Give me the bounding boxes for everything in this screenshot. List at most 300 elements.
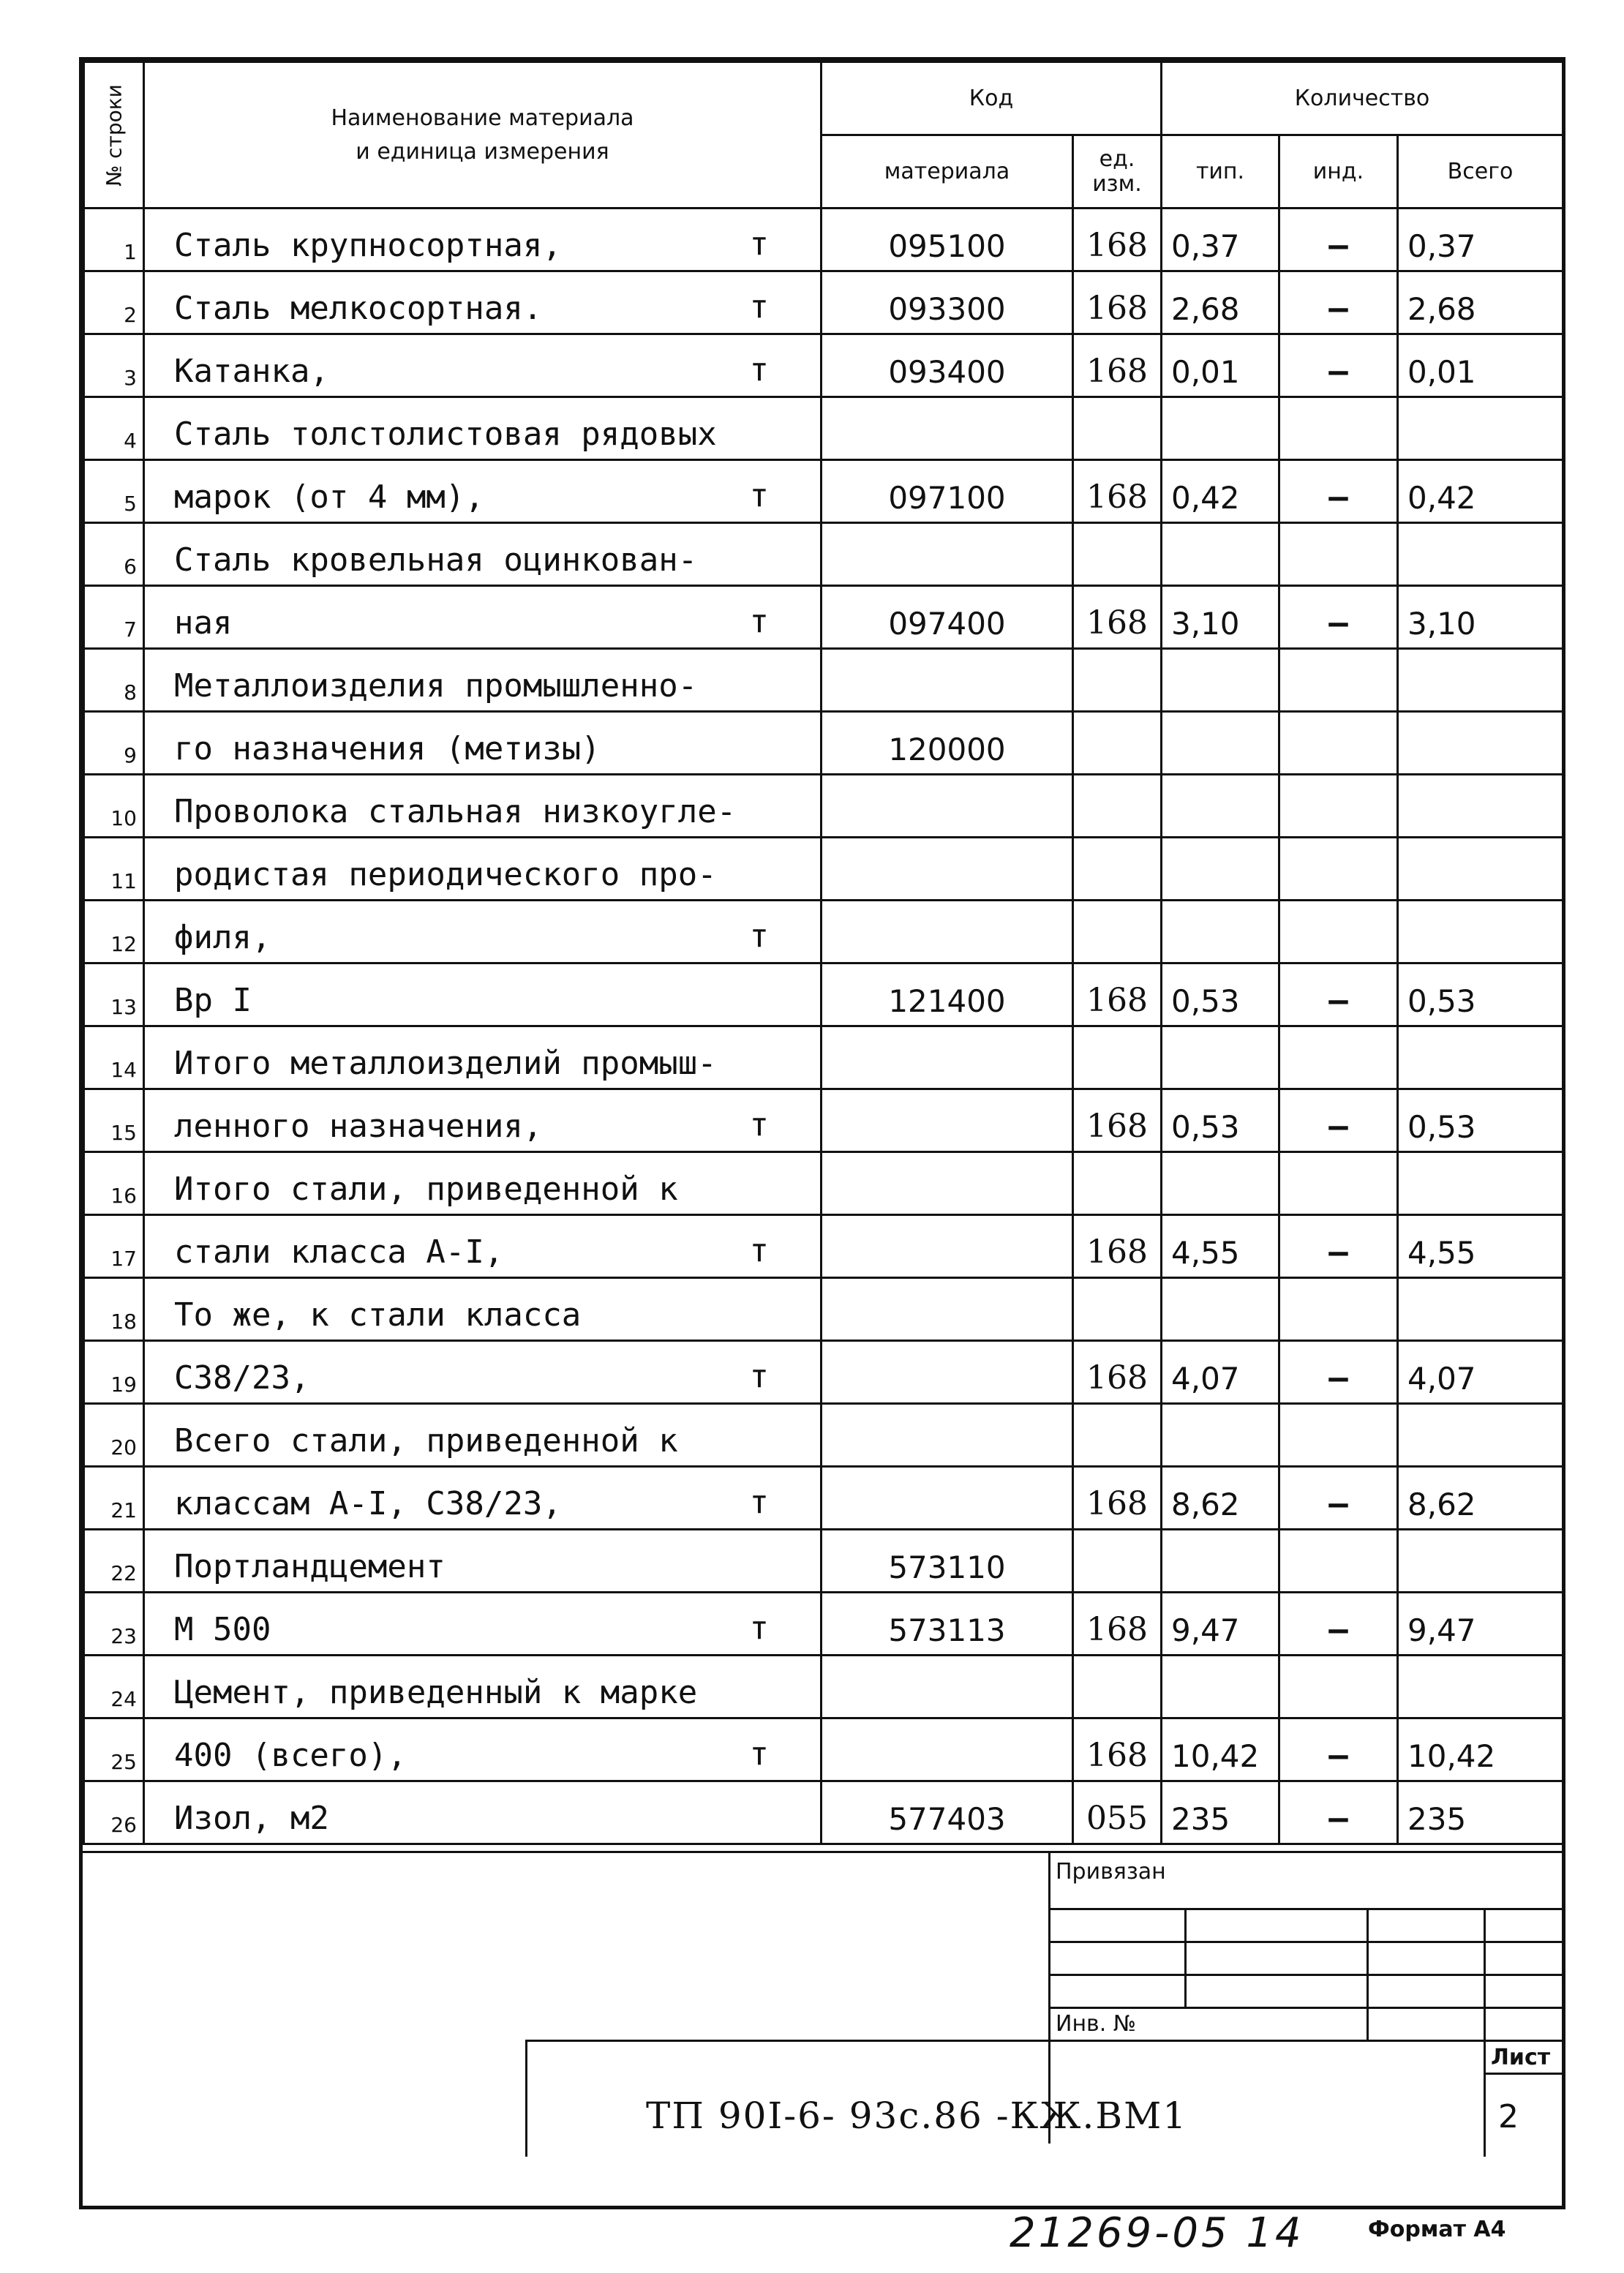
unit-text: т: [749, 1358, 769, 1395]
unit-code: [1073, 523, 1162, 586]
individual-qty: [1279, 649, 1398, 712]
materials-table: [83, 61, 1564, 1845]
material-name: [144, 1152, 822, 1215]
row-number-text: 24: [110, 1687, 137, 1711]
material-code-text: 577403: [888, 1801, 1006, 1837]
material-name: [144, 334, 822, 397]
material-code-text: 097100: [888, 480, 1006, 516]
material-name: [144, 208, 822, 271]
material-name-text: То же, к стали класса: [174, 1296, 582, 1334]
table-row: [84, 1593, 1563, 1656]
total-qty: [1398, 1781, 1563, 1844]
total-qty-text: 0,42: [1407, 480, 1476, 516]
typical-qty: [1162, 775, 1279, 838]
row-number: [84, 1718, 144, 1781]
typical-qty-text: 0,42: [1171, 480, 1240, 516]
row-number-text: 12: [110, 932, 137, 956]
unit-code: [1073, 208, 1162, 271]
table-row: [84, 208, 1563, 271]
total-qty-text: 8,62: [1407, 1487, 1476, 1522]
unit-code-header: ед. изм.: [1073, 135, 1162, 208]
typical-qty: [1162, 1467, 1279, 1530]
material-name-text: С38/23,: [174, 1359, 310, 1397]
unit-text: т: [749, 1609, 769, 1647]
material-code: [822, 775, 1073, 838]
unit-code-text: 168: [1086, 1359, 1148, 1397]
total-qty-text: 4,07: [1407, 1361, 1476, 1397]
material-code-text: 121400: [888, 983, 1006, 1019]
individual-qty-text: –: [1328, 1359, 1348, 1397]
unit-code-text: 168: [1086, 1611, 1148, 1648]
individual-qty-text: –: [1328, 1485, 1348, 1522]
typical-qty-text: 4,55: [1171, 1235, 1240, 1271]
row-number-text: 20: [110, 1435, 137, 1459]
linked-label: Привязан: [1056, 1859, 1166, 1885]
material-name-text: Итого стали, приведенной к: [174, 1171, 678, 1208]
typical-qty: [1162, 649, 1279, 712]
total-qty: [1398, 775, 1563, 838]
table-row: [84, 460, 1563, 523]
material-code-text: 095100: [888, 228, 1006, 264]
typical-qty-text: 10,42: [1171, 1738, 1260, 1774]
material-code: [822, 334, 1073, 397]
table-row: [84, 1530, 1563, 1593]
unit-code-text: 168: [1086, 1108, 1148, 1145]
individual-qty-text: –: [1328, 1108, 1348, 1145]
total-qty: [1398, 1404, 1563, 1467]
unit-code-text: 168: [1086, 290, 1148, 327]
typical-qty: [1162, 586, 1279, 649]
total-qty-text: 4,55: [1407, 1235, 1476, 1271]
row-number-text: 18: [110, 1310, 137, 1334]
individual-qty: [1279, 901, 1398, 963]
individual-qty: [1279, 1593, 1398, 1656]
row-number-header: № строки: [84, 62, 144, 208]
typical-qty-text: 9,47: [1171, 1612, 1240, 1648]
material-code: [822, 1530, 1073, 1593]
individual-qty: [1279, 1656, 1398, 1718]
material-name-text: Итого металлоизделий промыш-: [174, 1045, 717, 1082]
material-name: [144, 838, 822, 901]
total-qty: [1398, 1215, 1563, 1278]
material-name: [144, 271, 822, 334]
individual-qty: [1279, 334, 1398, 397]
unit-code: [1073, 1593, 1162, 1656]
row-number: [84, 1026, 144, 1089]
row-number: [84, 1404, 144, 1467]
material-name-text: Сталь кровельная оцинкован-: [174, 541, 698, 579]
material-name: [144, 460, 822, 523]
typical-qty: [1162, 1718, 1279, 1781]
unit-code: [1073, 1404, 1162, 1467]
total-qty: [1398, 1026, 1563, 1089]
row-number-text: 4: [124, 429, 137, 453]
document-code: ТП 90I-6- 93с.86 -КЖ.ВМ1: [646, 2094, 1188, 2137]
material-name: [144, 1530, 822, 1593]
unit-code: [1073, 1530, 1162, 1593]
typical-qty: [1162, 712, 1279, 775]
unit-code: [1073, 1467, 1162, 1530]
typical-qty: [1162, 523, 1279, 586]
typical-qty: [1162, 1593, 1279, 1656]
row-number: [84, 838, 144, 901]
row-number-text: 17: [110, 1247, 137, 1271]
material-name-text: Сталь крупносортная,: [174, 227, 562, 264]
total-qty: [1398, 838, 1563, 901]
material-name-text: Вр I: [174, 982, 252, 1019]
material-name-text: ная: [174, 604, 233, 642]
row-number-text: 7: [124, 617, 137, 642]
material-name: [144, 1278, 822, 1341]
material-code: [822, 1718, 1073, 1781]
total-qty: [1398, 523, 1563, 586]
individual-qty: [1279, 712, 1398, 775]
row-number: [84, 397, 144, 460]
inventory-number-label: Инв. №: [1056, 2011, 1137, 2037]
unit-code: [1073, 963, 1162, 1026]
material-name-text: родистая периодического про-: [174, 856, 717, 893]
individual-qty: [1279, 460, 1398, 523]
typical-qty: [1162, 1026, 1279, 1089]
unit-code-text: 168: [1086, 478, 1148, 516]
total-qty: [1398, 649, 1563, 712]
total-qty: [1398, 1278, 1563, 1341]
table-row: [84, 523, 1563, 586]
row-number: [84, 271, 144, 334]
typical-qty: [1162, 1215, 1279, 1278]
row-number: [84, 208, 144, 271]
table-row: [84, 1718, 1563, 1781]
material-code: [822, 586, 1073, 649]
material-name: [144, 1341, 822, 1404]
table-row: [84, 1278, 1563, 1341]
material-code-text: 097400: [888, 606, 1006, 642]
material-code: [822, 1656, 1073, 1718]
individual-qty: [1279, 1152, 1398, 1215]
unit-code: [1073, 649, 1162, 712]
material-code: [822, 1026, 1073, 1089]
individual-qty-text: –: [1328, 1233, 1348, 1271]
row-number: [84, 1152, 144, 1215]
individual-qty: [1279, 397, 1398, 460]
sheet-label-line: [1484, 2073, 1562, 2075]
total-qty: [1398, 397, 1563, 460]
material-name-text: стали класса А-I,: [174, 1233, 504, 1271]
typical-qty: [1162, 397, 1279, 460]
unit-text: т: [749, 1106, 769, 1143]
typical-qty-text: 0,53: [1171, 1109, 1240, 1145]
row-number-text: 21: [110, 1498, 137, 1522]
row-number: [84, 775, 144, 838]
material-code: [822, 901, 1073, 963]
typical-qty-header: тип.: [1162, 135, 1279, 208]
typical-qty: [1162, 963, 1279, 1026]
material-code: [822, 523, 1073, 586]
row-number: [84, 963, 144, 1026]
typical-qty-text: 3,10: [1171, 606, 1240, 642]
total-qty: [1398, 271, 1563, 334]
typical-qty-text: 0,01: [1171, 354, 1240, 390]
individual-qty: [1279, 1278, 1398, 1341]
material-name-text: Катанка,: [174, 353, 329, 390]
total-qty: [1398, 1718, 1563, 1781]
typical-qty: [1162, 1530, 1279, 1593]
sheet-number: 2: [1498, 2098, 1519, 2135]
total-qty: [1398, 1656, 1563, 1718]
typical-qty-text: 0,53: [1171, 983, 1240, 1019]
unit-code: [1073, 1781, 1162, 1844]
unit-text: т: [749, 1484, 769, 1521]
material-name-text: Проволока стальная низкоугле-: [174, 793, 737, 830]
row-number-text: 22: [110, 1561, 137, 1585]
drawing-sheet: [79, 57, 1565, 2209]
row-number-text: 16: [110, 1184, 137, 1208]
unit-text: т: [749, 1735, 769, 1773]
unit-text: т: [749, 603, 769, 640]
material-name-text: Всего стали, приведенной к: [174, 1422, 678, 1459]
material-code-text: 120000: [888, 732, 1006, 767]
individual-qty: [1279, 1781, 1398, 1844]
typical-qty: [1162, 1656, 1279, 1718]
table-row: [84, 586, 1563, 649]
row-number-text: 23: [110, 1624, 137, 1648]
material-name-text: Сталь толстолистовая рядовых: [174, 416, 717, 453]
materials-table-body: [84, 208, 1563, 1844]
row-number: [84, 586, 144, 649]
material-code-header: материала: [822, 135, 1073, 208]
table-row: [84, 334, 1563, 397]
row-number: [84, 1781, 144, 1844]
unit-code: [1073, 712, 1162, 775]
row-number: [84, 649, 144, 712]
material-code: [822, 1215, 1073, 1278]
stamp-grid-vline: [1184, 1908, 1187, 2007]
material-code: [822, 1278, 1073, 1341]
typical-qty: [1162, 208, 1279, 271]
row-number-text: 1: [124, 240, 137, 264]
material-name: [144, 963, 822, 1026]
material-name-text: классам А-I, С38/23,: [174, 1485, 562, 1522]
total-qty-text: 9,47: [1407, 1612, 1476, 1648]
material-code: [822, 649, 1073, 712]
row-number-text: 6: [124, 555, 137, 579]
material-code: [822, 208, 1073, 271]
material-name: [144, 1026, 822, 1089]
table-row: [84, 1404, 1563, 1467]
typical-qty-text: 4,07: [1171, 1361, 1240, 1397]
material-name: [144, 1467, 822, 1530]
material-code: [822, 838, 1073, 901]
individual-qty: [1279, 1530, 1398, 1593]
total-qty: [1398, 712, 1563, 775]
typical-qty: [1162, 460, 1279, 523]
total-qty: [1398, 1152, 1563, 1215]
material-name-text: филя,: [174, 919, 271, 956]
material-code: [822, 1404, 1073, 1467]
unit-code: [1073, 901, 1162, 963]
row-number-text: 13: [110, 995, 137, 1019]
typical-qty: [1162, 1089, 1279, 1152]
row-number: [84, 523, 144, 586]
typical-qty: [1162, 838, 1279, 901]
typical-qty-text: 8,62: [1171, 1487, 1240, 1522]
material-code: [822, 397, 1073, 460]
row-number: [84, 1656, 144, 1718]
total-qty: [1398, 1593, 1563, 1656]
unit-code: [1073, 1026, 1162, 1089]
table-bottom-line: [83, 1851, 1562, 1853]
code-group-header: Код: [822, 62, 1162, 135]
material-code-text: 573113: [888, 1612, 1006, 1648]
table-row: [84, 1341, 1563, 1404]
material-code: [822, 1593, 1073, 1656]
individual-qty-text: –: [1328, 604, 1348, 642]
row-number: [84, 1530, 144, 1593]
typical-qty-text: 235: [1171, 1801, 1230, 1837]
table-row: [84, 397, 1563, 460]
row-number: [84, 1089, 144, 1152]
row-number-text: 26: [110, 1813, 137, 1837]
individual-qty: [1279, 1718, 1398, 1781]
row-number: [84, 1593, 144, 1656]
material-name-text: ленного назначения,: [174, 1108, 543, 1145]
table-row: [84, 1781, 1563, 1844]
unit-code: [1073, 586, 1162, 649]
unit-code: [1073, 1656, 1162, 1718]
unit-text: т: [749, 288, 769, 326]
material-code: [822, 460, 1073, 523]
material-code: [822, 1089, 1073, 1152]
total-qty-text: 235: [1407, 1801, 1467, 1837]
row-number: [84, 1215, 144, 1278]
typical-qty: [1162, 901, 1279, 963]
individual-qty: [1279, 838, 1398, 901]
unit-code-text: 168: [1086, 604, 1148, 642]
total-qty-text: 3,10: [1407, 606, 1476, 642]
unit-code: [1073, 1215, 1162, 1278]
unit-code-text: 168: [1086, 1485, 1148, 1522]
total-qty-header: Всего: [1398, 135, 1563, 208]
individual-qty-text: –: [1328, 353, 1348, 390]
material-name: [144, 775, 822, 838]
total-qty: [1398, 1341, 1563, 1404]
material-name-text: М 500: [174, 1611, 271, 1648]
total-qty: [1398, 586, 1563, 649]
material-code: [822, 1341, 1073, 1404]
individual-qty: [1279, 586, 1398, 649]
table-row: [84, 712, 1563, 775]
handwritten-number: 21269-05 14: [1010, 2209, 1304, 2257]
individual-qty: [1279, 1215, 1398, 1278]
unit-code: [1073, 838, 1162, 901]
table-row: [84, 1026, 1563, 1089]
material-name: [144, 1404, 822, 1467]
individual-qty-text: –: [1328, 1611, 1348, 1648]
material-name-text: Сталь мелкосортная.: [174, 290, 543, 327]
unit-text: т: [749, 477, 769, 514]
unit-code: [1073, 775, 1162, 838]
row-number: [84, 460, 144, 523]
individual-qty: [1279, 1089, 1398, 1152]
material-name: [144, 523, 822, 586]
material-name-text: го назначения (метизы): [174, 730, 601, 767]
typical-qty-text: 2,68: [1171, 291, 1240, 327]
unit-text: т: [749, 225, 769, 263]
total-qty-text: 0,01: [1407, 354, 1476, 390]
typical-qty-text: 0,37: [1171, 228, 1240, 264]
individual-qty: [1279, 208, 1398, 271]
individual-qty-text: –: [1328, 290, 1348, 327]
total-qty-text: 0,53: [1407, 983, 1476, 1019]
unit-code-text: 168: [1086, 1737, 1148, 1774]
sheet-number-divider: [1484, 2040, 1486, 2157]
quantity-group-header: Количество: [1162, 62, 1563, 135]
material-name-text: Цемент, приведенный к марке: [174, 1674, 698, 1711]
material-name: [144, 586, 822, 649]
row-number-text: 5: [124, 492, 137, 516]
table-row: [84, 1215, 1563, 1278]
row-number: [84, 712, 144, 775]
material-code: [822, 271, 1073, 334]
material-code: [822, 963, 1073, 1026]
material-name-text: Металлоизделия промышленно-: [174, 667, 698, 705]
unit-code: [1073, 334, 1162, 397]
total-qty-text: 0,37: [1407, 228, 1476, 264]
row-number: [84, 1278, 144, 1341]
typical-qty: [1162, 1781, 1279, 1844]
table-row: [84, 1089, 1563, 1152]
total-qty-text: 10,42: [1407, 1738, 1496, 1774]
individual-qty-text: –: [1328, 227, 1348, 264]
individual-qty: [1279, 271, 1398, 334]
typical-qty: [1162, 334, 1279, 397]
typical-qty: [1162, 271, 1279, 334]
material-name: [144, 1593, 822, 1656]
row-number: [84, 334, 144, 397]
individual-qty-text: –: [1328, 478, 1348, 516]
row-number-text: 2: [124, 303, 137, 327]
total-qty: [1398, 963, 1563, 1026]
individual-qty-header: инд.: [1279, 135, 1398, 208]
total-qty: [1398, 901, 1563, 963]
individual-qty: [1279, 963, 1398, 1026]
material-name: [144, 649, 822, 712]
individual-qty-text: –: [1328, 1800, 1348, 1837]
individual-qty: [1279, 1467, 1398, 1530]
table-row: [84, 649, 1563, 712]
unit-code: [1073, 460, 1162, 523]
individual-qty: [1279, 1026, 1398, 1089]
total-qty: [1398, 1467, 1563, 1530]
row-number-text: 10: [110, 806, 137, 830]
row-number-text: 3: [124, 366, 137, 390]
material-name: [144, 901, 822, 963]
unit-text: т: [749, 1232, 769, 1269]
row-number-text: 8: [124, 680, 137, 705]
unit-code-text: 168: [1086, 1233, 1148, 1271]
material-code-text: 093300: [888, 291, 1006, 327]
total-qty: [1398, 1089, 1563, 1152]
table-row: [84, 1467, 1563, 1530]
individual-qty-text: –: [1328, 982, 1348, 1019]
unit-text: т: [749, 917, 769, 955]
material-name: [144, 1718, 822, 1781]
material-name: [144, 397, 822, 460]
individual-qty-text: –: [1328, 1737, 1348, 1774]
material-name: [144, 1215, 822, 1278]
material-name-text: Изол, м2: [174, 1800, 329, 1837]
typical-qty: [1162, 1341, 1279, 1404]
